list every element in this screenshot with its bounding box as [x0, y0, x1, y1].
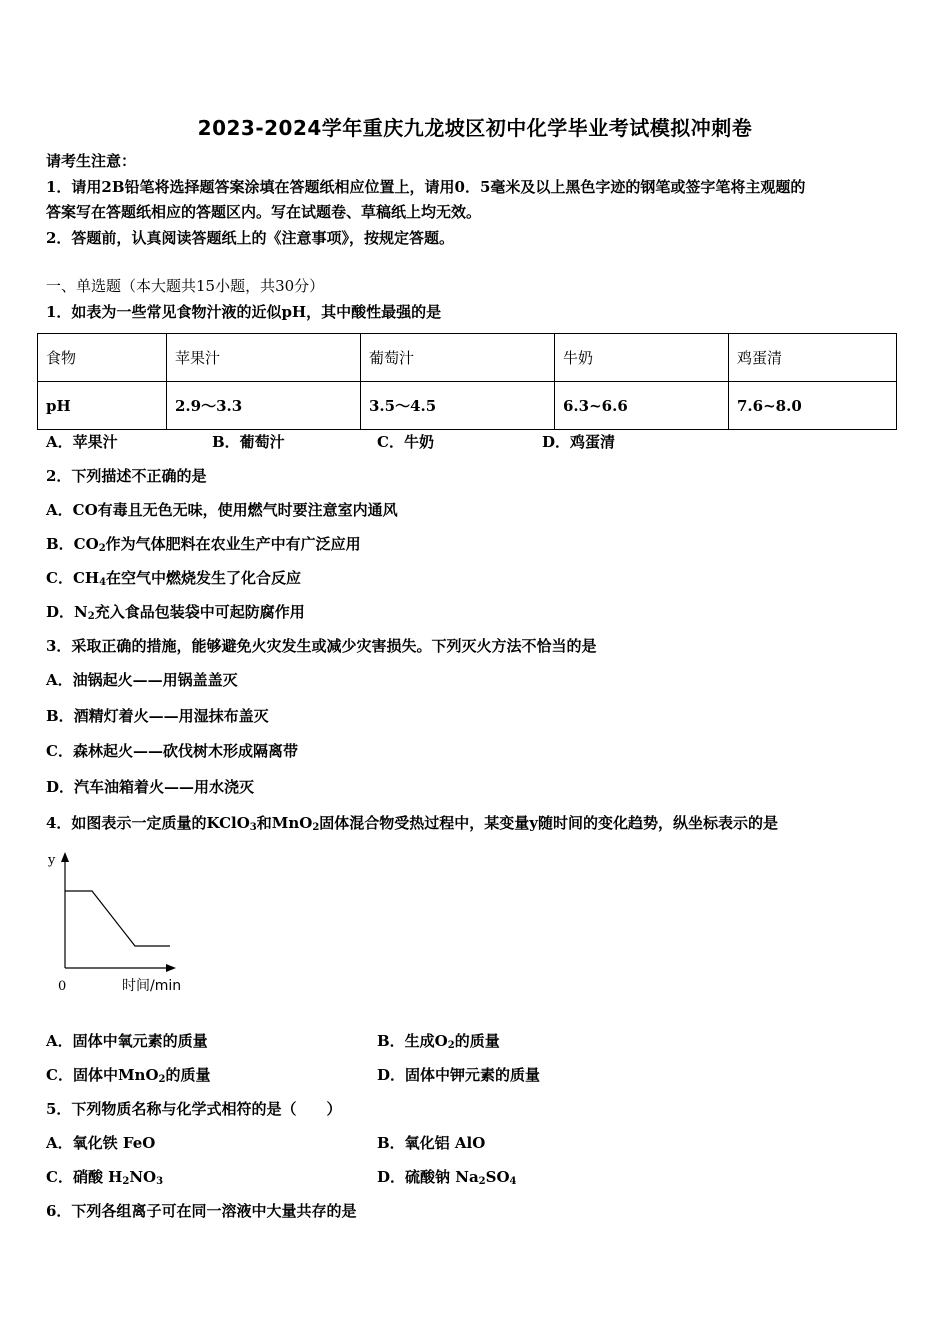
table-cell: 2.9～3.3 [167, 382, 361, 430]
q4-option-a: A．固体中氧元素的质量 [46, 1032, 208, 1050]
q3-option-b: B．酒精灯着火——用湿抹布盖灭 [46, 707, 269, 725]
table-cell: 苹果汁 [167, 334, 361, 382]
q5-stem: 5．下列物质名称与化学式相符的是（ ） [46, 1100, 342, 1118]
q2-option-b: B．$CO_2$作为气体肥料在农业生产中有广泛应用 [46, 535, 361, 554]
origin-label: 0 [58, 979, 67, 994]
table-cell: 食物 [38, 334, 167, 382]
q5-option-b: B．氧化铝 AlO [377, 1134, 486, 1152]
page-title: 2023-2024学年重庆九龙坡区初中化学毕业考试模拟冲刺卷 [197, 116, 753, 140]
table-row [38, 334, 897, 382]
table-cell: pH [38, 382, 167, 430]
notice-line-2: 2．答题前，认真阅读答题纸上的《注意事项》，按规定答题。 [46, 229, 454, 247]
table-cell: 7.6~8.0 [729, 382, 897, 430]
notice-line-1a: 1．请用2B铅笔将选择题答案涂填在答题纸相应位置上，请用0．5毫米及以上黑色字迹的钢笔或签字笔将主观题的 [46, 178, 806, 196]
q5-option-d: D．硫酸钠 $Na_2SO_4$ [377, 1168, 517, 1187]
ph-table [37, 333, 897, 430]
table-cell: 鸡蛋清 [729, 334, 897, 382]
q4-option-b: B．生成$O_2$的质量 [377, 1032, 500, 1051]
q4-option-d: D．固体中钾元素的质量 [377, 1066, 541, 1084]
q3-option-c: C．森林起火——砍伐树木形成隔离带 [46, 742, 298, 760]
q3-stem: 3．采取正确的措施，能够避免火灾发生或减少灾害损失。下列灭火方法不恰当的是 [46, 637, 597, 655]
q2-option-a: A．CO有毒且无色无味，使用燃气时要注意室内通风 [46, 501, 398, 519]
q1-option-c: C．牛奶 [377, 433, 434, 451]
q5-option-c: C．硝酸 $H_2NO_3$ [46, 1168, 164, 1187]
q6-stem: 6．下列各组离子可在同一溶液中大量共存的是 [46, 1202, 357, 1220]
table-cell: 葡萄汁 [361, 334, 555, 382]
q4-option-c: C．固体中MnO$_2$的质量 [46, 1066, 211, 1085]
x-axis-label: 时间/min [122, 978, 182, 994]
notice-heading: 请考生注意： [46, 152, 137, 170]
table-cell: 牛奶 [555, 334, 729, 382]
table-cell: 6.3~6.6 [555, 382, 729, 430]
q1-option-d: D．鸡蛋清 [542, 433, 616, 451]
x-axis-arrow [166, 964, 176, 972]
q4-stem: 4．如图表示一定质量的KClO$_3$和MnO$_2$固体混合物受热过程中，某变量y随时间的变化趋势，纵坐标表示的是 [46, 814, 779, 833]
q3-option-a: A．油锅起火——用锅盖盖灭 [46, 671, 238, 689]
trend-line [65, 891, 170, 946]
notice-line-1b: 答案写在答题纸相应的答题区内。写在试题卷、草稿纸上均无效。 [46, 203, 482, 221]
q1-option-b: B．葡萄汁 [212, 433, 285, 451]
q2-stem: 2．下列描述不正确的是 [46, 467, 207, 485]
q2-option-d: D．$N_2$充入食品包装袋中可起防腐作用 [46, 603, 305, 622]
table-row [38, 382, 897, 430]
section-heading: 一、单选题（本大题共15小题，共30分） [46, 277, 325, 295]
q2-option-c: C．$CH_4$在空气中燃烧发生了化合反应 [46, 569, 302, 588]
q1-option-a: A．苹果汁 [46, 433, 118, 451]
q4-graph [40, 848, 200, 1000]
q1-stem: 1．如表为一些常见食物汁液的近似pH，其中酸性最强的是 [46, 303, 442, 321]
y-axis-arrow [61, 852, 69, 862]
q5-option-a: A．氧化铁 FeO [46, 1134, 156, 1152]
q3-option-d: D．汽车油箱着火——用水浇灭 [46, 778, 255, 796]
y-axis-label: y [48, 853, 56, 868]
table-cell: 3.5～4.5 [361, 382, 555, 430]
